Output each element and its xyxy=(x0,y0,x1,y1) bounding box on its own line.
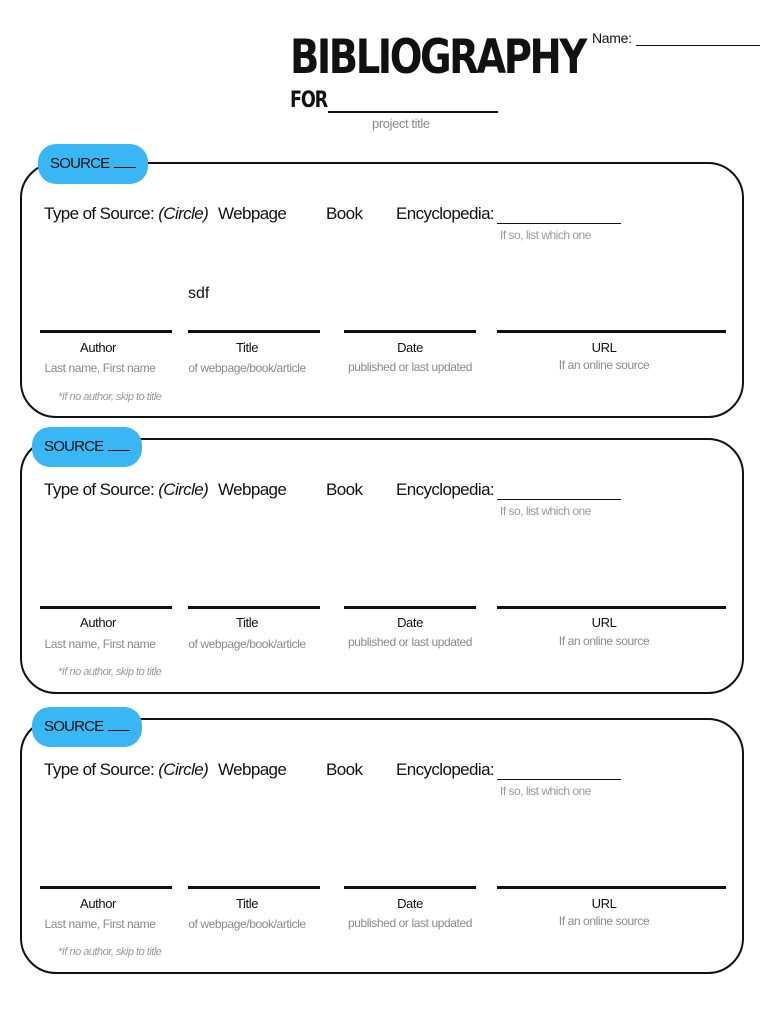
type-label: Type of Source: xyxy=(44,204,155,223)
option-encyclopedia[interactable] xyxy=(396,760,621,780)
date-field[interactable] xyxy=(344,330,476,333)
encyclopedia-hint: If so, list which one xyxy=(500,228,591,242)
encyclopedia-field[interactable] xyxy=(497,764,621,780)
source-card-2 xyxy=(20,438,744,694)
no-author-note: *If no author, skip to title xyxy=(58,946,162,958)
encyclopedia-label: Encyclopedia: xyxy=(396,204,495,223)
type-of-source-label xyxy=(44,204,208,224)
title-label: Title xyxy=(235,896,259,911)
name-field[interactable] xyxy=(636,31,760,46)
source-badge-label: SOURCE xyxy=(44,718,104,735)
encyclopedia-label: Encyclopedia: xyxy=(396,760,495,779)
url-hint: If an online source xyxy=(558,914,650,928)
type-of-source-label xyxy=(44,760,208,780)
author-label: Author xyxy=(80,615,116,630)
type-label: Type of Source: xyxy=(44,480,155,499)
type-of-source-label xyxy=(44,480,208,500)
type-label: Type of Source: xyxy=(44,760,155,779)
title-entry[interactable]: sdf xyxy=(188,285,210,302)
date-label: Date xyxy=(397,340,423,355)
title-hint: of webpage/book/article xyxy=(188,361,306,375)
title-field[interactable] xyxy=(188,606,320,609)
author-label: Author xyxy=(80,896,116,911)
title-hint: of webpage/book/article xyxy=(188,917,306,931)
encyclopedia-hint: If so, list which one xyxy=(500,504,591,518)
url-label: URL xyxy=(591,340,617,355)
title-hint: of webpage/book/article xyxy=(188,637,306,651)
date-hint: published or last updated xyxy=(347,360,473,374)
author-label: Author xyxy=(80,340,116,355)
type-hint: (Circle) xyxy=(158,204,209,223)
author-hint: Last name, First name xyxy=(44,917,156,931)
source-card-1 xyxy=(20,162,744,418)
title-label: Title xyxy=(235,340,259,355)
option-book[interactable]: Book xyxy=(326,480,363,499)
type-hint: (Circle) xyxy=(158,480,209,499)
url-hint: If an online source xyxy=(558,358,650,372)
author-hint: Last name, First name xyxy=(44,637,156,651)
author-field[interactable] xyxy=(40,606,172,609)
url-label: URL xyxy=(591,615,617,630)
date-field[interactable] xyxy=(344,606,476,609)
url-field[interactable] xyxy=(497,330,726,333)
source-badge-label: SOURCE xyxy=(50,155,110,172)
url-field[interactable] xyxy=(497,886,726,889)
encyclopedia-field[interactable] xyxy=(497,208,621,224)
encyclopedia-hint: If so, list which one xyxy=(500,784,591,798)
date-hint: published or last updated xyxy=(347,635,473,649)
source-badge-2 xyxy=(32,427,142,467)
option-webpage[interactable]: Webpage xyxy=(218,760,287,779)
option-encyclopedia[interactable] xyxy=(396,480,621,500)
option-webpage[interactable]: Webpage xyxy=(218,204,287,223)
source-number-field[interactable] xyxy=(108,437,130,451)
option-book[interactable]: Book xyxy=(326,204,363,223)
source-card-3 xyxy=(20,718,744,974)
date-label: Date xyxy=(397,896,423,911)
url-hint: If an online source xyxy=(558,634,650,648)
for-label: FOR xyxy=(290,88,327,113)
no-author-note: *If no author, skip to title xyxy=(58,666,162,678)
no-author-note: *If no author, skip to title xyxy=(58,391,162,403)
date-label: Date xyxy=(397,615,423,630)
author-field[interactable] xyxy=(40,330,172,333)
project-title-field[interactable] xyxy=(328,91,498,113)
title-field[interactable] xyxy=(188,886,320,889)
url-field[interactable] xyxy=(497,606,726,609)
page-title: BIBLIOGRAPHY xyxy=(290,30,585,85)
encyclopedia-label: Encyclopedia: xyxy=(396,480,495,499)
source-badge-label: SOURCE xyxy=(44,438,104,455)
source-badge-1 xyxy=(38,144,148,184)
option-book[interactable]: Book xyxy=(326,760,363,779)
date-field[interactable] xyxy=(344,886,476,889)
option-encyclopedia[interactable] xyxy=(396,204,621,224)
date-hint: published or last updated xyxy=(347,916,473,930)
encyclopedia-field[interactable] xyxy=(497,484,621,500)
source-number-field[interactable] xyxy=(114,154,136,168)
for-row xyxy=(290,88,498,113)
option-webpage[interactable]: Webpage xyxy=(218,480,287,499)
url-label: URL xyxy=(591,896,617,911)
source-badge-3 xyxy=(32,707,142,747)
source-number-field[interactable] xyxy=(108,717,130,731)
name-row xyxy=(592,30,760,46)
project-title-hint: project title xyxy=(372,116,430,131)
type-hint: (Circle) xyxy=(158,760,209,779)
title-field[interactable] xyxy=(188,330,320,333)
author-hint: Last name, First name xyxy=(44,361,156,375)
author-field[interactable] xyxy=(40,886,172,889)
name-label: Name: xyxy=(592,30,632,46)
title-label: Title xyxy=(235,615,259,630)
